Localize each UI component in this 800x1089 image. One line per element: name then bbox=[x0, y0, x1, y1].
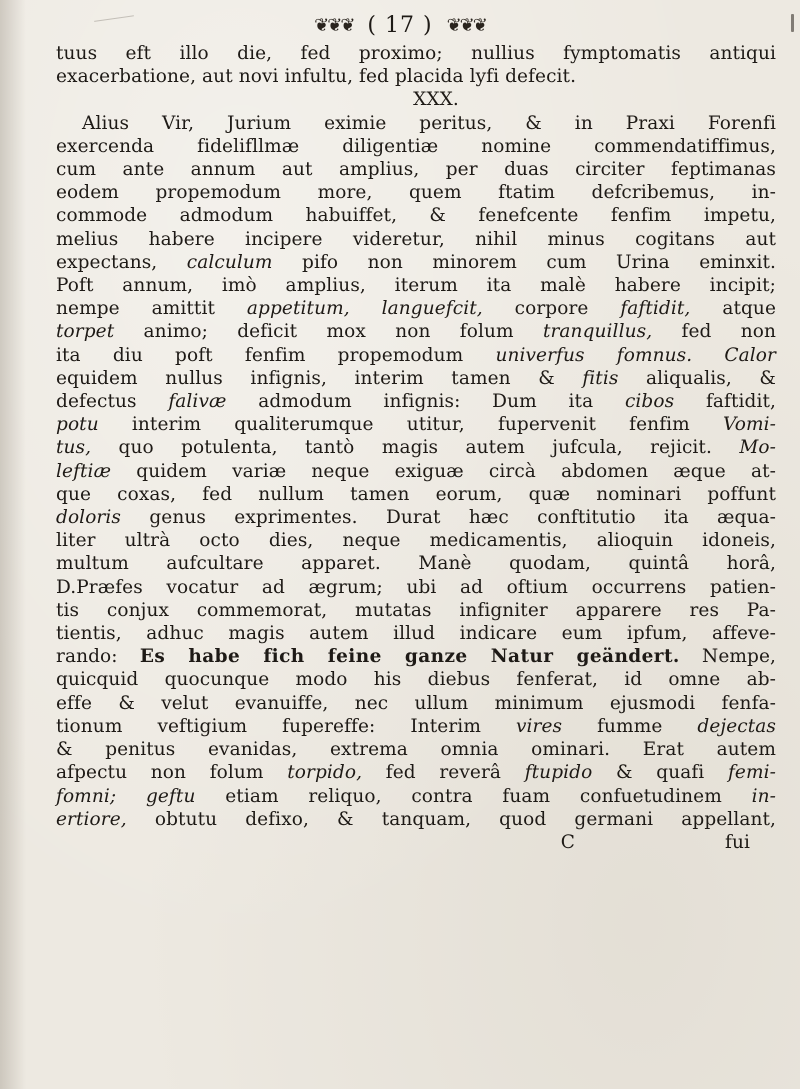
text-line-15: equidem nullus infignis, interim tamen & fitis aliqualis, & bbox=[56, 367, 776, 389]
text-line-6: cum ante annum aut amplius, per duas circiter feptimanas bbox=[56, 159, 776, 181]
text-line-8: commode admodum habuiffet, & fenefcente fenfim impetu, bbox=[56, 205, 776, 227]
text-line-12: nempe amittit appetitum, languefcit, corpore faftidit, atque bbox=[56, 298, 776, 320]
text-line-1: tuus eft illo die, fed proximo; nullius fymptomatis antiqui bbox=[56, 43, 776, 64]
text-line-30: tionum veftigium fupereffe: Interim vires fumme dejectas bbox=[56, 715, 776, 737]
text-line-2: exacerbatione, aut novi infultu, fed placida lyfi defecit. bbox=[56, 66, 577, 88]
german-quote: Es habe fich feine ganze Natur geändert. bbox=[139, 646, 680, 668]
text-line-22: liter ultrà octo dies, neque medicamentis, alioquin idoneis, bbox=[56, 530, 776, 552]
text-line-24: D.Præfes vocatur ad ægrum; ubi ad oftium occurrens patien- bbox=[56, 576, 776, 598]
text-line-13: torpet animo; deficit mox non folum tranquillus, fed non bbox=[56, 321, 776, 343]
signature-mark: C bbox=[560, 831, 576, 853]
body-text bbox=[56, 42, 776, 854]
text-line-29: effe & velut evanuiffe, nec ullum minimum ejusmodi fenfa- bbox=[56, 692, 776, 714]
text-line-4: Alius Vir, Jurium eximie peritus, & in Praxi Forenfi bbox=[82, 112, 776, 134]
page-number: ( 17 ) bbox=[367, 13, 433, 38]
text-line-16: defectus falivæ admodum infignis: Dum ita cibos faftidit, bbox=[56, 391, 777, 413]
text-line-18: tus, quo potulenta, tantò magis autem jufcula, rejicit. Mo- bbox=[56, 437, 776, 459]
text-line-26: tientis, adhuc magis autem illud indicare eum ipfum, affeve- bbox=[56, 623, 776, 645]
text-line-17: potu interim qualiterumque utitur, fupervenit fenfim Vomi- bbox=[56, 414, 776, 436]
text-line-5: exercenda fidelifllmæ diligentiæ nomine commendatiffimus, bbox=[56, 135, 776, 157]
text-line-31: & penitus evanidas, extrema omnia ominari. Erat autem bbox=[56, 739, 776, 761]
binding-shadow bbox=[0, 0, 26, 1089]
text-line-32: afpectu non folum torpido, fed reverâ ftupido & quafi femi- bbox=[56, 762, 776, 784]
text-line-19: leftiæ quidem variæ neque exiguæ circà abdomen æque at- bbox=[56, 460, 776, 482]
text-line-14: ita diu poft fenfim propemodum univerfus fomnus. Calor bbox=[56, 344, 776, 366]
text-line-23: multum aufcultare apparet. Manè quodam, quintâ horâ, bbox=[56, 553, 776, 575]
text-line-11: Poft annum, imò amplius, iterum ita malè habere incipit; bbox=[56, 275, 776, 297]
text-line-10: expectans, calculum pifo non minorem cum Urina eminxit. bbox=[56, 251, 776, 273]
text-line-21: doloris genus exprimentes. Durat hæc conftitutio ita æqua- bbox=[56, 507, 776, 529]
text-line-25: tis conjux commemorat, mutatas infigniter apparere res Pa- bbox=[56, 599, 776, 621]
catchword: fui bbox=[725, 831, 750, 853]
header-ornament-right: ❦❦❦ bbox=[446, 15, 486, 36]
text-line-7: eodem propemodum more, quem ftatim defcribemus, in- bbox=[56, 182, 776, 204]
text-line-33: fomni; geftu etiam reliquo, contra fuam confuetudinem in- bbox=[56, 785, 776, 807]
header-ornament-left: ❦❦❦ bbox=[314, 15, 354, 36]
text-line-20: que coxas, fed nullum tamen eorum, quæ nominari poffunt bbox=[56, 483, 776, 505]
text-line-34: ertiore, obtutu defixo, & tanquam, quod germani appellant, bbox=[56, 808, 776, 830]
page-footer bbox=[56, 831, 776, 854]
section-number: XXX. bbox=[413, 89, 459, 111]
text-line-28: quicquid quocunque modo his diebus fenferat, id omne ab- bbox=[56, 669, 776, 691]
text-line-9: melius habere incipere videretur, nihil minus cogitans aut bbox=[56, 228, 776, 250]
page-header bbox=[0, 12, 800, 40]
text-line-27: rando: Es habe fich feine ganze Natur geändert. Nempe, bbox=[56, 646, 776, 668]
